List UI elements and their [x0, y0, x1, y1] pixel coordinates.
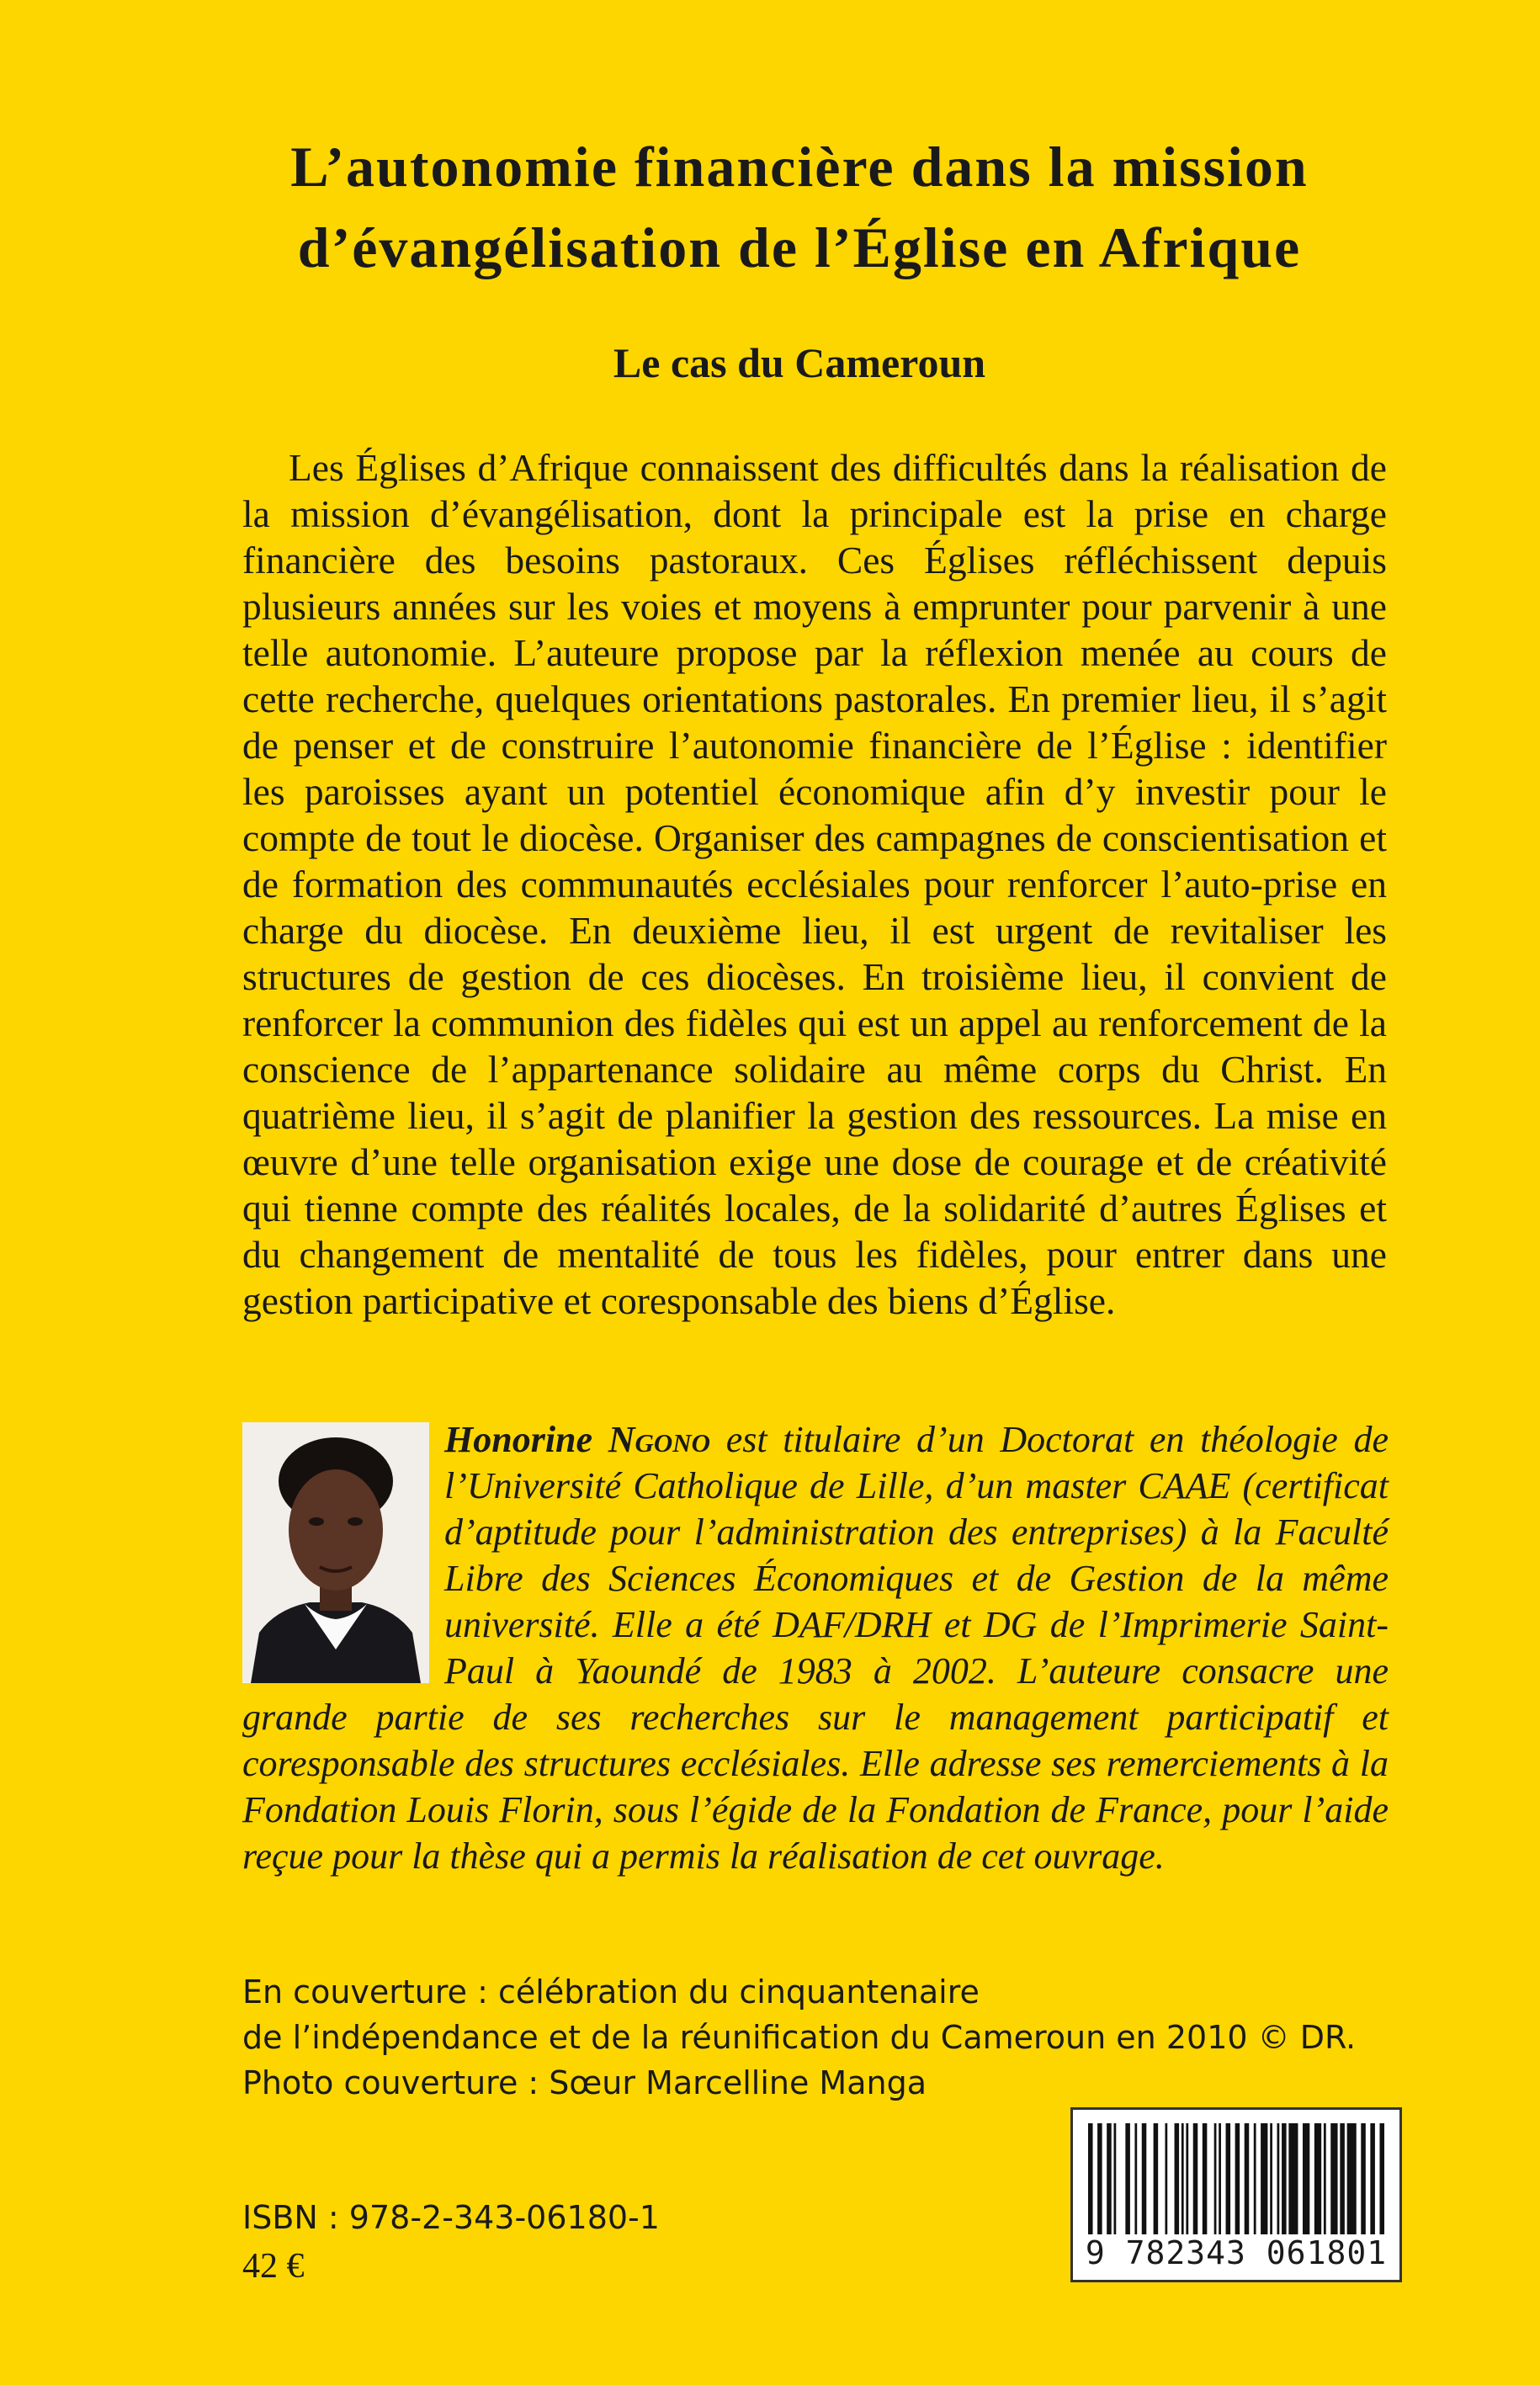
barcode-bar — [1154, 2123, 1159, 2234]
barcode-bar — [1361, 2123, 1366, 2234]
barcode-bar — [1235, 2123, 1240, 2234]
barcode-bar — [1142, 2123, 1147, 2234]
title-line-1: L’autonomie financière dans la mission — [290, 135, 1309, 199]
credits-line-3: Photo couverture : Sœur Marcelline Manga — [242, 2064, 927, 2101]
credits-line-2: de l’indépendance et de la réunification du Cameroun en 2010 © DR. — [242, 2019, 1357, 2056]
barcode-bar — [1134, 2123, 1137, 2234]
barcode-bar — [1261, 2123, 1267, 2234]
barcode-bar — [1186, 2123, 1188, 2234]
credits-line-1: En couverture : célébration du cinquantenaire — [242, 1973, 980, 2011]
barcode-bar — [1347, 2123, 1357, 2234]
barcode-bar — [1270, 2123, 1272, 2234]
barcode-bar — [1219, 2123, 1221, 2234]
barcode-bar — [1182, 2123, 1184, 2234]
barcode-bar — [1203, 2123, 1208, 2234]
barcode-bar — [1165, 2123, 1167, 2234]
barcode-bar — [1226, 2123, 1231, 2234]
barcode-bar — [1303, 2123, 1309, 2234]
barcode-bar — [1282, 2123, 1287, 2234]
barcode-digits: 9 782343 061801 — [1085, 2234, 1388, 2271]
cover-credits — [242, 1969, 1356, 2106]
barcode — [1070, 2107, 1402, 2282]
barcode-bar — [1277, 2123, 1280, 2234]
title-line-2: d’évangélisation de l’Église en Afrique — [297, 215, 1302, 279]
book-title — [168, 126, 1431, 288]
isbn-label: ISBN : 978-2-343-06180-1 — [242, 2199, 660, 2236]
price-label: 42 € — [242, 2247, 305, 2286]
barcode-bar — [1324, 2123, 1326, 2234]
barcode-bar — [1097, 2123, 1102, 2234]
author-name — [444, 1419, 710, 1460]
author-bio-text: est titulaire d’un Doctorat en théologie de l’Université Catholique de Lille, d’un master CAAE (certificat d’aptitude pour l’administration des entreprises) à la Faculté Libre des Sciences Économiques et de Gestion de la même université. Elle a été DAF/DRH et DG de l’Imprimerie Saint-Paul à Yaoundé de 1983 à 2002. L’auteure consacre une grande partie de ses recherches sur le management participatif et coresponsable des structures ecclésiales. Elle adresse ses remerciements à la Fondation Louis Florin, sous l’égide de la Fondation de France, pour l’aide reçue pour la thèse qui a permis la réalisation de cet ouvrage. — [242, 1419, 1389, 1877]
barcode-bar — [1113, 2123, 1116, 2234]
barcode-bar — [1107, 2123, 1112, 2234]
barcode-bar — [1125, 2123, 1130, 2234]
author-first-name: Honorine — [444, 1419, 593, 1460]
barcode-bar — [1340, 2123, 1345, 2234]
barcode-bar — [1379, 2123, 1384, 2234]
barcode-bar — [1088, 2123, 1093, 2234]
photo-spacer — [242, 1416, 444, 1694]
barcode-bar — [1254, 2123, 1256, 2234]
barcode-bar — [1175, 2123, 1180, 2234]
barcode-bar — [1193, 2123, 1198, 2234]
author-last-name: Ngono — [608, 1419, 711, 1460]
author-bio — [242, 1416, 1389, 1879]
barcode-bar — [1314, 2123, 1321, 2234]
barcode-bar — [1288, 2123, 1298, 2234]
barcode-bar — [1214, 2123, 1217, 2234]
summary-paragraph: Les Églises d’Afrique connaissent des difficultés dans la réalisation de la mission d’évangélisation, dont la principale est la prise en charge financière des besoins pastoraux. Ces Églises réfléchissent depuis plusieurs années sur les voies et moyens à emprunter pour parvenir à une telle autonomie. L’auteure propose par la réflexion menée au cours de cette recherche, quelques orientations pastorales. En premier lieu, il s’agit de penser et de construire l’autonomie financière de l’Église : identifier les paroisses ayant un potentiel économique afin d’y investir pour le compte de tout le diocèse. Organiser des campagnes de conscientisation et de formation des communautés ecclésiales pour renforcer l’auto-prise en charge du diocèse. En deuxième lieu, il est urgent de revitaliser les structures de gestion de ces diocèses. En troisième lieu, il convient de renforcer la communion des fidèles qui est un appel au renforcement de la conscience de l’appartenance solidaire au même corps du Christ. En quatrième lieu, il s’agit de planifier la gestion des ressources. La mise en œuvre d’une telle organisation exige une dose de courage et de créativité qui tienne compte des réalités locales, de la solidarité d’autres Églises et du changement de mentalité de tous les fidèles, pour entrer dans une gestion participative et coresponsable des biens d’Église. — [242, 446, 1387, 1322]
barcode-bar — [1330, 2123, 1337, 2234]
barcode-bars — [1088, 2123, 1384, 2234]
barcode-bar — [1245, 2123, 1250, 2234]
barcode-bar — [1370, 2123, 1375, 2234]
book-subtitle: Le cas du Cameroun — [613, 339, 986, 386]
